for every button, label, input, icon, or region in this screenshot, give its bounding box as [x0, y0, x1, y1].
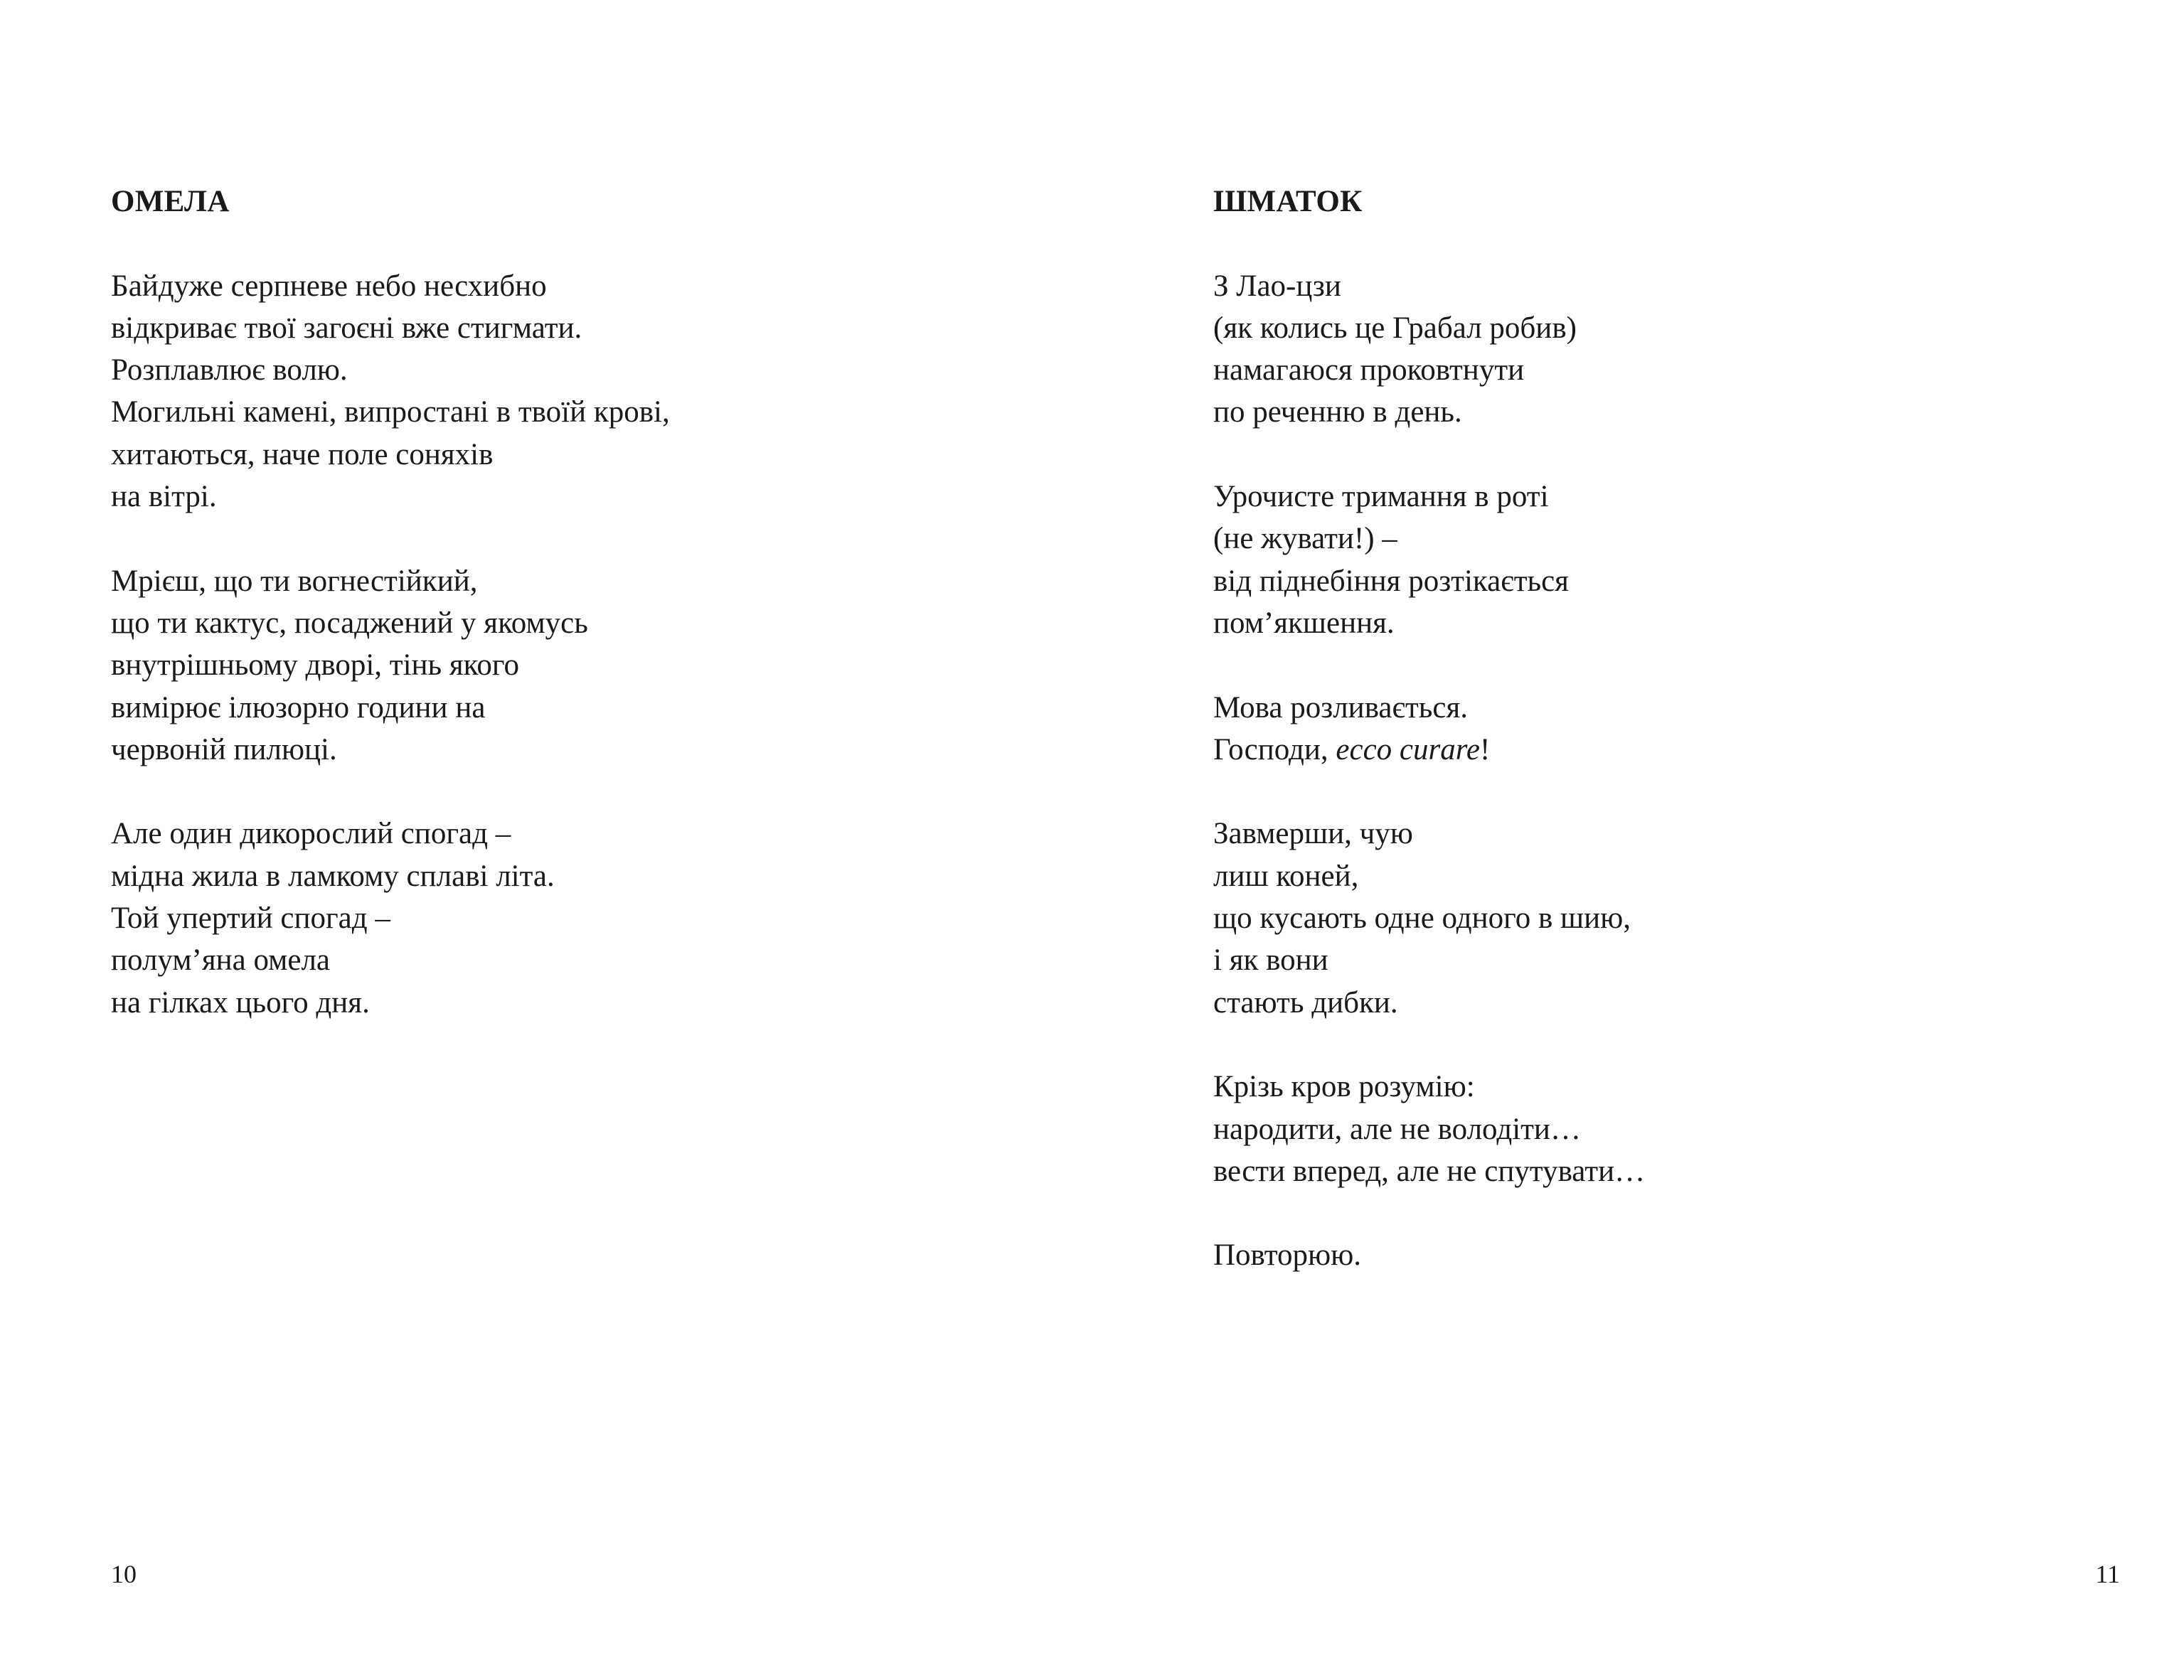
stanza [111, 813, 670, 1023]
poem-line: на вітрі. [111, 480, 217, 514]
poem-line: внутрішньому дворі, тінь якого [111, 648, 519, 683]
line-text-before: Господи, [1213, 732, 1336, 766]
poem-line: (не жувати!) – [1213, 522, 1397, 556]
stanza [1213, 1066, 1645, 1192]
page-number: 11 [2095, 1560, 2120, 1588]
stanza [1213, 687, 1645, 771]
poem-line: вимірює ілюзорно години на [111, 690, 486, 724]
poem-line: червоній пилюці. [111, 732, 337, 766]
poem-omela [111, 181, 670, 1066]
poem-line: вести вперед, але не спутувати… [1213, 1154, 1646, 1188]
poem-line: Байдуже серпневе небо несхибно [111, 269, 547, 303]
poem-line: по реченню в день. [1213, 395, 1462, 429]
poem-title: ОМЕЛА [111, 185, 230, 218]
poem-shmatok [1213, 181, 1645, 1319]
stanza [1213, 476, 1645, 644]
poem-line: лиш коней, [1213, 859, 1359, 893]
poem-line: Повторюю. [1213, 1238, 1362, 1273]
poem-line: Але один дикорослий спогад – [111, 817, 511, 851]
poem-line: З Лао-цзи [1213, 269, 1341, 303]
poem-line: пом’якшення. [1213, 606, 1395, 640]
poem-line: Завмерши, чую [1213, 817, 1413, 851]
italic-phrase: ecco curare [1336, 732, 1480, 766]
poem-line: намагаюся проковтнути [1213, 353, 1525, 387]
poem-line: Мрієш, що ти вогнестійкий, [111, 564, 478, 598]
stanza [1213, 265, 1645, 434]
poem-line: Розплавлює волю. [111, 353, 348, 387]
poem-line: хитаються, наче поле соняхів [111, 437, 494, 471]
stanza [1213, 813, 1645, 1023]
line-text-after: ! [1479, 732, 1491, 766]
page-number: 10 [111, 1560, 137, 1588]
stanza [1213, 1234, 1645, 1276]
poem-line: що кусають одне одного в шию, [1213, 901, 1631, 936]
poem-line: стають дибки. [1213, 985, 1398, 1020]
poem-line: народити, але не володіти… [1213, 1112, 1581, 1146]
poem-line: (як колись це Грабал робив) [1213, 311, 1577, 345]
poem-line: і як вони [1213, 943, 1328, 978]
poem-line: Мова розливається. [1213, 690, 1468, 724]
poem-line: що ти кактус, посаджений у якомусь [111, 606, 588, 640]
poem-line: Урочисте тримання в роті [1213, 480, 1549, 514]
poem-line: мідна жила в ламкому сплаві літа. [111, 859, 555, 893]
poem-line: полум’яна омела [111, 943, 331, 978]
right-page [1092, 0, 2184, 1680]
poem-line: Крізь кров розумію: [1213, 1070, 1475, 1104]
poem-title: ШМАТОК [1213, 185, 1363, 218]
poem-line: від піднебіння розтікається [1213, 564, 1569, 598]
poem-line: Могильні камені, випростані в твоїй крові, [111, 395, 670, 429]
poem-line: відкриває твої загоєні вже стигмати. [111, 311, 582, 345]
poem-line: Той упертий спогад – [111, 901, 390, 936]
stanza [111, 560, 670, 771]
stanza [111, 265, 670, 518]
poem-line: на гілках цього дня. [111, 985, 370, 1020]
poem-line-with-italic [1213, 729, 1645, 771]
